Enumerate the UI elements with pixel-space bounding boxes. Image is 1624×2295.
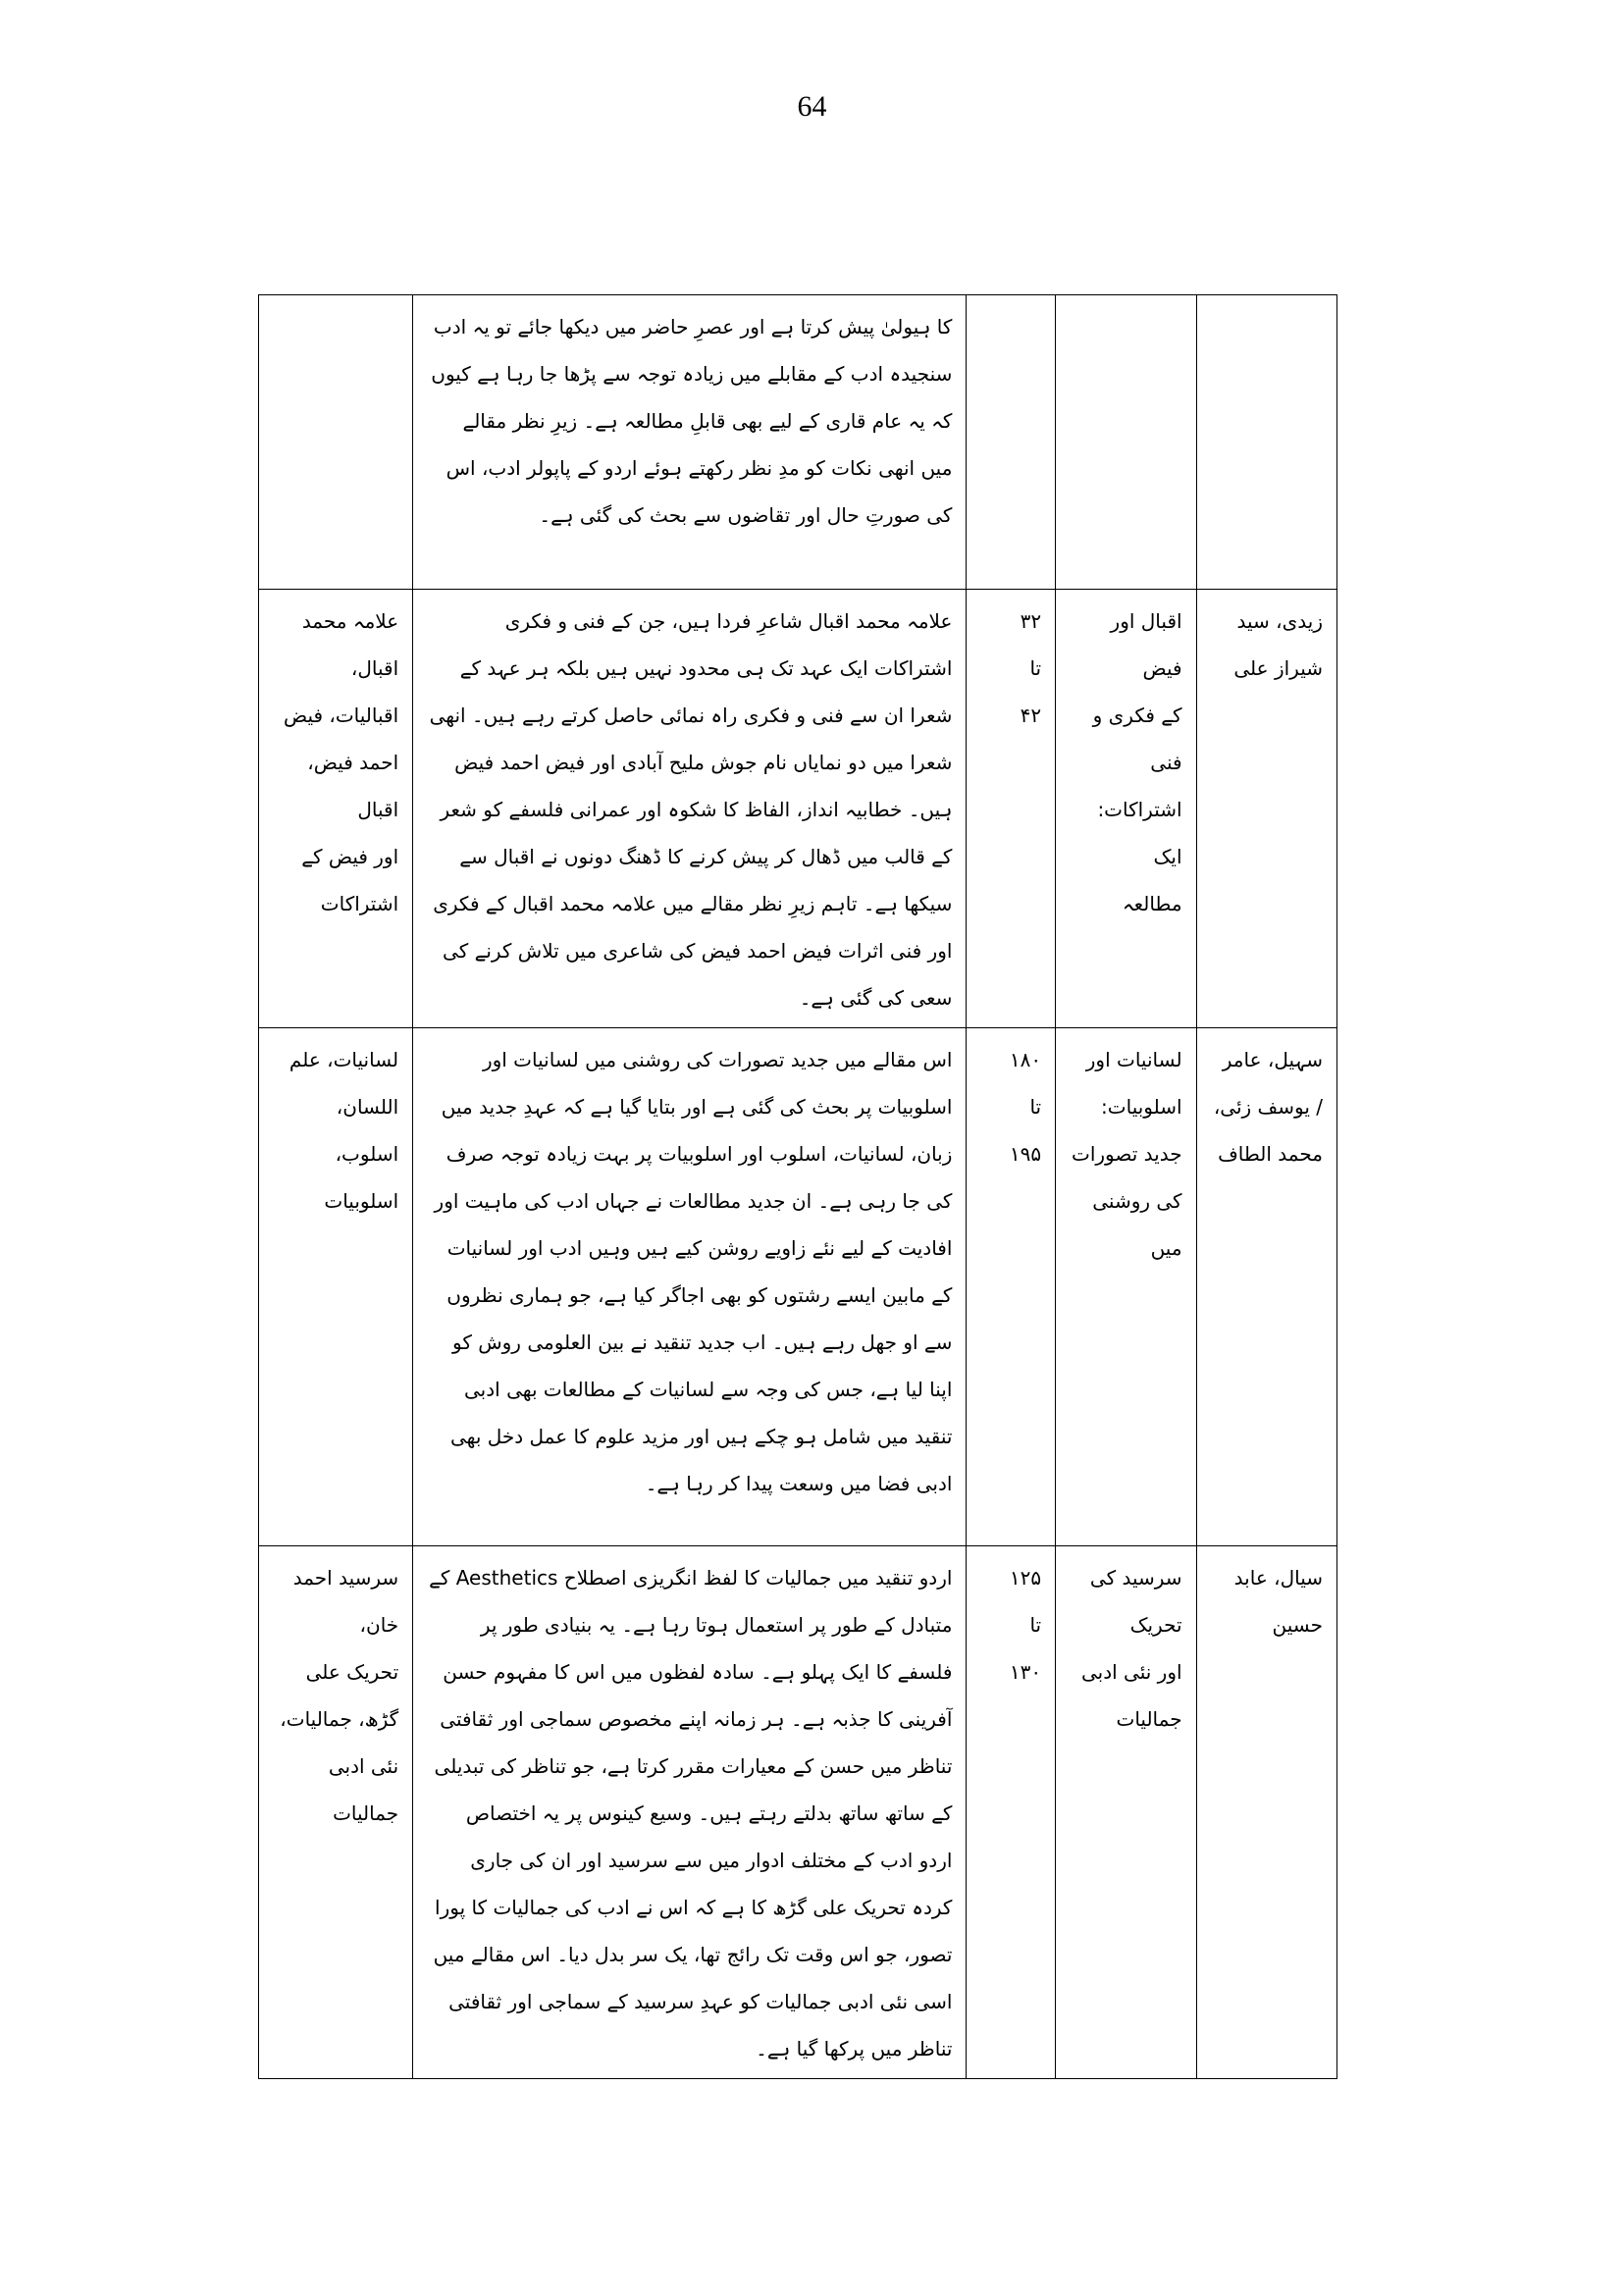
pages-cell-line: ۴۲ bbox=[1020, 704, 1042, 727]
keywords-cell-line: گڑھ، جمالیات، bbox=[280, 1707, 399, 1731]
table-row bbox=[259, 295, 1337, 590]
pages-cell-line: ۱۹۵ bbox=[1009, 1142, 1042, 1166]
pages-cell-line: ۱۳۰ bbox=[1009, 1660, 1042, 1684]
abstract-cell: اردو تنقید میں جمالیات کا لفظ انگریزی اصطلاح Aesthetics کے متبادل کے طور پر استعمال ہوتا رہا ہے۔ یہ بنیادی طور پر فلسفے کا ایک پہلو ہے۔ سادہ لفظوں میں اس کا مفہوم حسن آفرینی کا جذبہ ہے۔ ہر زمانہ اپنے مخصوص سماجی اور ثقافتی تناظر میں حسن کے معیارات مقرر کرتا ہے، جو تناظر کی تبدیلی کے ساتھ ساتھ بدلتے رہتے ہیں۔ وسیع کینوس پر یہ اختصاص اردو ادب کے مختلف ادوار میں سے سرسید اور ان کی جاری کردہ تحریک علی گڑھ کا ہے کہ اس نے ادب کی جمالیات کا پورا تصور، جو اس وقت تک رائج تھا، یک سر بدل دیا۔ اس مقالے میں اسی نئی ادبی جمالیات کو عہدِ سرسید کے سماجی اور ثقافتی تناظر میں پرکھا گیا ہے۔ bbox=[413, 1546, 967, 2079]
pages-cell bbox=[967, 295, 1056, 590]
title-cell-line: کی روشنی میں bbox=[1092, 1189, 1182, 1260]
keywords-cell-line: تحریک علی bbox=[305, 1660, 399, 1684]
title-cell bbox=[1056, 1546, 1196, 2079]
pages-cell bbox=[967, 590, 1056, 1028]
keywords-cell-line: سرسید احمد خان، bbox=[292, 1566, 399, 1637]
pages-cell-line: ۱۸۰ bbox=[1009, 1048, 1042, 1071]
article-index-table bbox=[258, 294, 1337, 2079]
keywords-cell-line: اسلوبیات bbox=[324, 1189, 399, 1213]
title-cell-line: جدید تصورات bbox=[1071, 1142, 1182, 1166]
title-cell-line: اقبال اور فیض bbox=[1110, 609, 1182, 680]
title-cell-line: کے فکری و فنی bbox=[1092, 704, 1182, 774]
table-row bbox=[259, 1028, 1337, 1546]
keywords-cell-line: اور فیض کے bbox=[301, 845, 399, 868]
title-cell-line: لسانیات اور bbox=[1085, 1048, 1182, 1071]
keywords-cell-line: نئی ادبی جمالیات bbox=[328, 1754, 399, 1825]
keywords-cell-line: اشتراکات bbox=[320, 892, 399, 915]
title-cell bbox=[1056, 1028, 1196, 1546]
keywords-cell-line: علامہ محمد اقبال، bbox=[301, 609, 399, 680]
title-cell-line: اور نئی ادبی bbox=[1081, 1660, 1182, 1684]
author-cell: سیال، عابد حسین bbox=[1196, 1546, 1336, 2079]
author-cell bbox=[1196, 295, 1336, 590]
keywords-cell-line: اقبالیات، فیض bbox=[283, 704, 399, 727]
table-row bbox=[259, 590, 1337, 1028]
abstract-cell: اس مقالے میں جدید تصورات کی روشنی میں لسانیات اور اسلوبیات پر بحث کی گئی ہے اور بتایا گیا ہے کہ عہدِ جدید میں زبان، لسانیات، اسلوب اور اسلوبیات پر بہت زیادہ توجہ صرف کی جا رہی ہے۔ ان جدید مطالعات نے جہاں ادب کی ماہیت اور افادیت کے لیے نئے زاویے روشن کیے ہیں وہیں ادب اور لسانیات کے مابین ایسے رشتوں کو بھی اجاگر کیا ہے، جو ہماری نظروں سے او جھل رہے ہیں۔ اب جدید تنقید نے بین العلومی روش کو اپنا لیا ہے، جس کی وجہ سے لسانیات کے مطالعات بھی ادبی تنقید میں شامل ہو چکے ہیں اور مزید علوم کا عمل دخل بھی ادبی فضا میں وسعت پیدا کر رہا ہے۔ bbox=[413, 1028, 967, 1546]
keywords-cell bbox=[259, 295, 413, 590]
keywords-cell-line: لسانیات، علم bbox=[288, 1048, 399, 1071]
title-cell-line: اسلوبیات: bbox=[1101, 1095, 1182, 1119]
keywords-cell bbox=[259, 590, 413, 1028]
author-cell: زیدی، سید شیراز علی bbox=[1196, 590, 1336, 1028]
keywords-cell bbox=[259, 1546, 413, 2079]
page-number: 64 bbox=[797, 90, 827, 123]
table-body bbox=[259, 295, 1337, 2079]
title-cell bbox=[1056, 590, 1196, 1028]
keywords-cell-line: اسلوب، bbox=[335, 1142, 399, 1166]
keywords-cell-line: اللسان، bbox=[336, 1095, 399, 1119]
title-cell-line: سرسید کی تحریک bbox=[1089, 1566, 1182, 1637]
pages-cell-line: تا bbox=[1029, 1613, 1042, 1637]
title-cell bbox=[1056, 295, 1196, 590]
pages-cell bbox=[967, 1546, 1056, 2079]
table-row bbox=[259, 1546, 1337, 2079]
pages-cell-line: ۳۲ bbox=[1020, 609, 1042, 633]
title-cell-line: جمالیات bbox=[1116, 1707, 1182, 1731]
abstract-cell: کا ہیولیٰ پیش کرتا ہے اور عصرِ حاضر میں دیکھا جائے تو یہ ادب سنجیدہ ادب کے مقابلے میں زیادہ توجہ سے پڑھا جا رہا ہے کیوں کہ یہ عام قاری کے لیے بھی قابلِ مطالعہ ہے۔ زیرِ نظر مقالے میں انھی نکات کو مدِ نظر رکھتے ہوئے اردو کے پاپولر ادب، اس کی صورتِ حال اور تقاضوں سے بحث کی گئی ہے۔ bbox=[413, 295, 967, 590]
title-cell-line: اشتراکات: ایک bbox=[1097, 798, 1182, 868]
abstract-cell: علامہ محمد اقبال شاعرِ فردا ہیں، جن کے فنی و فکری اشتراکات ایک عہد تک ہی محدود نہیں ہیں بلکہ ہر عہد کے شعرا ان سے فنی و فکری راہ نمائی حاصل کرتے رہے ہیں۔ انھی شعرا میں دو نمایاں نام جوش ملیح آبادی اور فیض احمد فیض ہیں۔ خطابیہ انداز، الفاظ کا شکوہ اور عمرانی فلسفے کو شعر کے قالب میں ڈھال کر پیش کرنے کا ڈھنگ دونوں نے اقبال سے سیکھا ہے۔ تاہم زیرِ نظر مقالے میں علامہ محمد اقبال کے فکری اور فنی اثرات فیض احمد فیض کی شاعری میں تلاش کرنے کی سعی کی گئی ہے۔ bbox=[413, 590, 967, 1028]
pages-cell-line: تا bbox=[1029, 1095, 1042, 1119]
pages-cell-line: تا bbox=[1029, 656, 1042, 680]
pages-cell-line: ۱۲۵ bbox=[1009, 1566, 1042, 1590]
author-cell: سہیل، عامر / یوسف زئی، محمد الطاف bbox=[1196, 1028, 1336, 1546]
pages-cell bbox=[967, 1028, 1056, 1546]
keywords-cell bbox=[259, 1028, 413, 1546]
title-cell-line: مطالعہ bbox=[1122, 892, 1182, 915]
keywords-cell-line: احمد فیض، اقبال bbox=[307, 751, 399, 821]
